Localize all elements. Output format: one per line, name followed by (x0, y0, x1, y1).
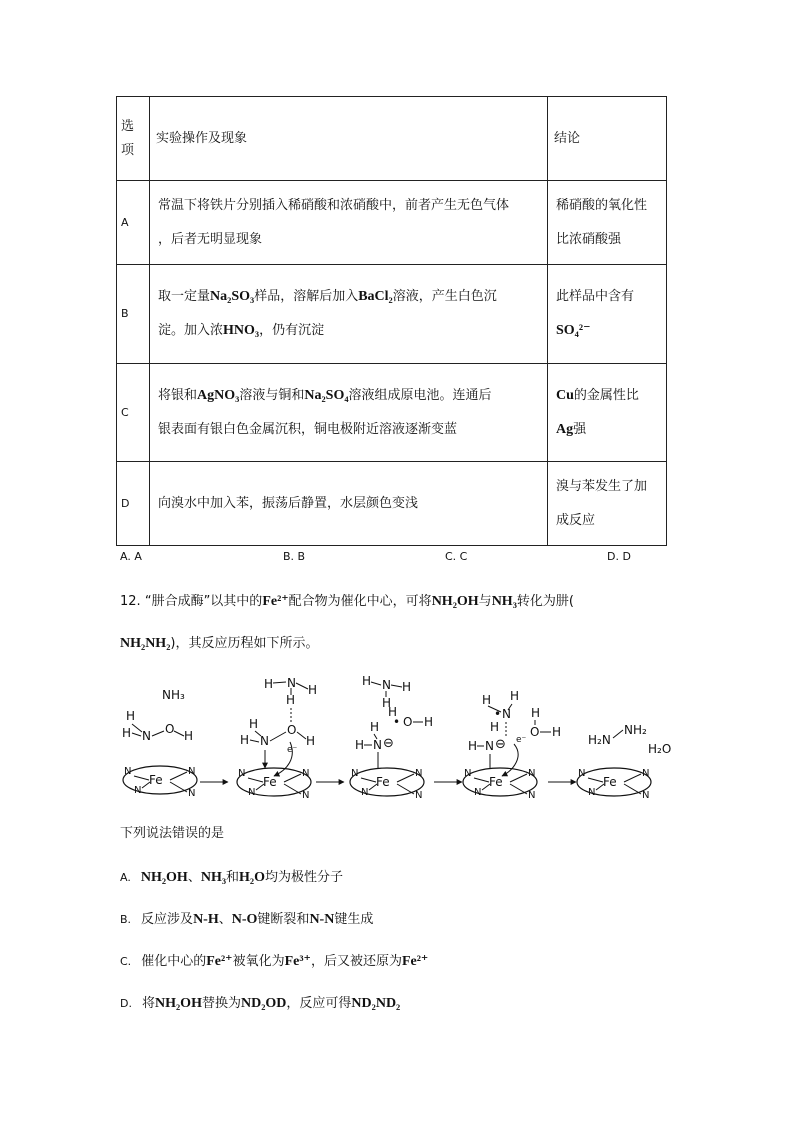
svg-text:N: N (642, 768, 650, 779)
svg-text:H: H (382, 696, 392, 710)
formula: NH₂OH (154, 996, 202, 1011)
formula: N-O (231, 912, 258, 927)
svg-text:H: H (402, 680, 412, 694)
svg-text:O: O (530, 725, 540, 739)
svg-text:N: N (502, 707, 511, 721)
stage-1 (122, 688, 197, 799)
choice-a[interactable]: A. A (120, 550, 142, 563)
svg-text:O: O (403, 715, 413, 729)
svg-text:H: H (482, 693, 492, 707)
svg-text:H: H (306, 734, 316, 748)
svg-text:e⁻: e⁻ (287, 745, 298, 755)
svg-text:N: N (134, 785, 142, 796)
svg-text:H: H (264, 677, 274, 691)
svg-text:N: N (361, 787, 369, 798)
svg-text:N: N (142, 729, 151, 743)
stage-5 (577, 723, 671, 801)
svg-text:H: H (286, 693, 296, 707)
svg-text:N: N (124, 766, 132, 777)
header-operation: 实验操作及现象 (150, 97, 548, 181)
svg-text:H: H (308, 683, 318, 697)
svg-text:Fe: Fe (376, 775, 390, 789)
formula: BaCl₂ (358, 289, 393, 304)
row-conclusion: 稀硝酸的氧化性 比浓硝酸强 (548, 181, 667, 265)
fe-center: Fe (149, 773, 163, 787)
svg-text:H: H (531, 706, 541, 720)
formula: Cu (556, 387, 574, 403)
row-operation: 取一定量Na₂SO₃样品，溶解后加入BaCl₂溶液，产生白色沉 淀。加入浓HNO₃，仍有沉淀 (150, 265, 548, 364)
row-conclusion: Cu的金属性比 Ag强 (548, 364, 667, 462)
option-a[interactable]: A. NH₂OH、NH₃和H₂O均为极性分子 (120, 870, 344, 885)
svg-text:H: H (510, 689, 520, 703)
row-label: D (117, 462, 150, 546)
formula: NH₂OH (431, 594, 479, 609)
svg-text:N: N (287, 676, 296, 690)
nh3-label: NH₃ (162, 688, 185, 702)
formula: Ag (556, 421, 574, 437)
formula: N-N (309, 912, 335, 927)
svg-text:N: N (302, 768, 310, 779)
svg-text:N: N (474, 787, 482, 798)
formula: NH₂NH₂ (120, 636, 171, 651)
question-prompt: 下列说法错误的是 (120, 826, 225, 841)
product-hydrazine-right: NH₂ (624, 723, 647, 737)
svg-text:⊖: ⊖ (495, 737, 506, 752)
formula: NH₂OH (140, 870, 188, 885)
svg-text:Fe: Fe (489, 775, 503, 789)
formula: Na₂SO₃ (210, 289, 255, 304)
formula: HNO₃ (223, 323, 260, 338)
svg-text:•: • (393, 715, 401, 729)
svg-text:Fe: Fe (603, 775, 617, 789)
formula: Fe³⁺ (284, 954, 311, 969)
formula: Fe²⁺ (206, 954, 233, 969)
svg-text:H: H (552, 725, 562, 739)
stage-3 (350, 674, 433, 801)
svg-text:N: N (415, 790, 423, 801)
svg-text:H: H (424, 715, 434, 729)
table-row (117, 364, 667, 462)
svg-text:N: N (578, 768, 586, 779)
product-hydrazine-left: H₂N (588, 733, 611, 747)
svg-text:O: O (165, 722, 175, 736)
experiment-table (116, 96, 667, 546)
choice-c[interactable]: C. C (445, 550, 468, 563)
formula: ND₂ND₂ (351, 996, 401, 1011)
svg-text:H: H (355, 738, 365, 752)
svg-text:H: H (240, 733, 250, 747)
svg-text:N: N (260, 734, 269, 748)
formula: AgNO₃ (197, 387, 240, 403)
row-label: A (117, 181, 150, 265)
svg-text:N: N (485, 739, 494, 753)
svg-text:N: N (588, 787, 596, 798)
table-row (117, 265, 667, 364)
svg-text:N: N (238, 768, 246, 779)
row-conclusion: 此样品中含有 SO₄²⁻ (548, 265, 667, 364)
question-stem-cont: NH₂NH₂)，其反应历程如下所示。 (120, 636, 319, 651)
svg-text:H: H (362, 674, 372, 688)
formula: SO₄²⁻ (556, 323, 591, 338)
svg-text:⊖: ⊖ (383, 736, 394, 751)
stage-2 (237, 676, 317, 801)
reaction-mechanism-diagram (112, 672, 682, 812)
formula: NH₃ (200, 870, 227, 885)
formula: Fe²⁺ (262, 594, 289, 609)
svg-text:N: N (248, 787, 256, 798)
svg-text:N: N (382, 678, 391, 692)
formula: Fe²⁺ (401, 954, 429, 969)
svg-text:H: H (388, 705, 398, 719)
svg-text:H: H (468, 739, 478, 753)
formula: H₂O (239, 870, 266, 885)
svg-text:H: H (249, 717, 259, 731)
formula: N-H (193, 912, 219, 927)
option-b[interactable]: B. 反应涉及N-H、N-O键断裂和N-N键生成 (120, 912, 374, 927)
svg-text:O: O (287, 723, 297, 737)
svg-text:N: N (528, 768, 536, 779)
svg-text:H: H (184, 729, 194, 743)
svg-text:N: N (464, 768, 472, 779)
svg-text:N: N (415, 768, 423, 779)
header-option: 选 项 (117, 97, 150, 181)
svg-text:•: • (494, 707, 502, 721)
svg-text:N: N (188, 766, 196, 777)
row-operation: 常温下将铁片分别插入稀硝酸和浓硝酸中，前者产生无色气体 ，后者无明显现象 (150, 181, 548, 265)
svg-text:N: N (351, 768, 359, 779)
row-operation: 将银和AgNO₃溶液与铜和Na₂SO₄溶液组成原电池。连通后 银表面有银白色金属沉积，铜电极附近溶液逐渐变蓝 (150, 364, 548, 462)
stage-4 (463, 689, 561, 801)
question-stem: 12. “肼合成酶”以其中的Fe²⁺配合物为催化中心，可将NH₂OH与NH₃转化为肼( (120, 594, 574, 609)
svg-text:H: H (122, 726, 132, 740)
formula: ND₂OD (240, 996, 287, 1011)
table-row (117, 181, 667, 265)
svg-text:N: N (642, 790, 650, 801)
row-conclusion: 溴与苯发生了加 成反应 (548, 462, 667, 546)
svg-text:N: N (188, 788, 196, 799)
option-c[interactable]: C. 催化中心的Fe²⁺被氧化为Fe³⁺，后又被还原为Fe²⁺ (120, 954, 429, 969)
row-label: B (117, 265, 150, 364)
svg-text:N: N (302, 790, 310, 801)
choice-d[interactable]: D. D (607, 550, 631, 563)
row-operation: 向溴水中加入苯，振荡后静置，水层颜色变浅 (150, 462, 548, 546)
svg-text:H: H (490, 720, 500, 734)
svg-text:e⁻: e⁻ (516, 735, 527, 745)
svg-text:Fe: Fe (263, 775, 277, 789)
header-conclusion: 结论 (548, 97, 667, 181)
svg-text:H: H (370, 720, 380, 734)
option-d[interactable]: D. 将NH₂OH替换为ND₂OD，反应可得ND₂ND₂ (120, 996, 401, 1011)
svg-text:N: N (528, 790, 536, 801)
row-label: C (117, 364, 150, 462)
product-water: H₂O (648, 742, 672, 756)
choice-b[interactable]: B. B (283, 550, 306, 563)
formula: Na₂SO₄ (304, 387, 349, 403)
svg-text:N: N (373, 738, 382, 752)
table-row (117, 462, 667, 546)
svg-text:H: H (126, 709, 136, 723)
table-header-row (117, 97, 667, 181)
formula: NH₃ (491, 594, 517, 609)
